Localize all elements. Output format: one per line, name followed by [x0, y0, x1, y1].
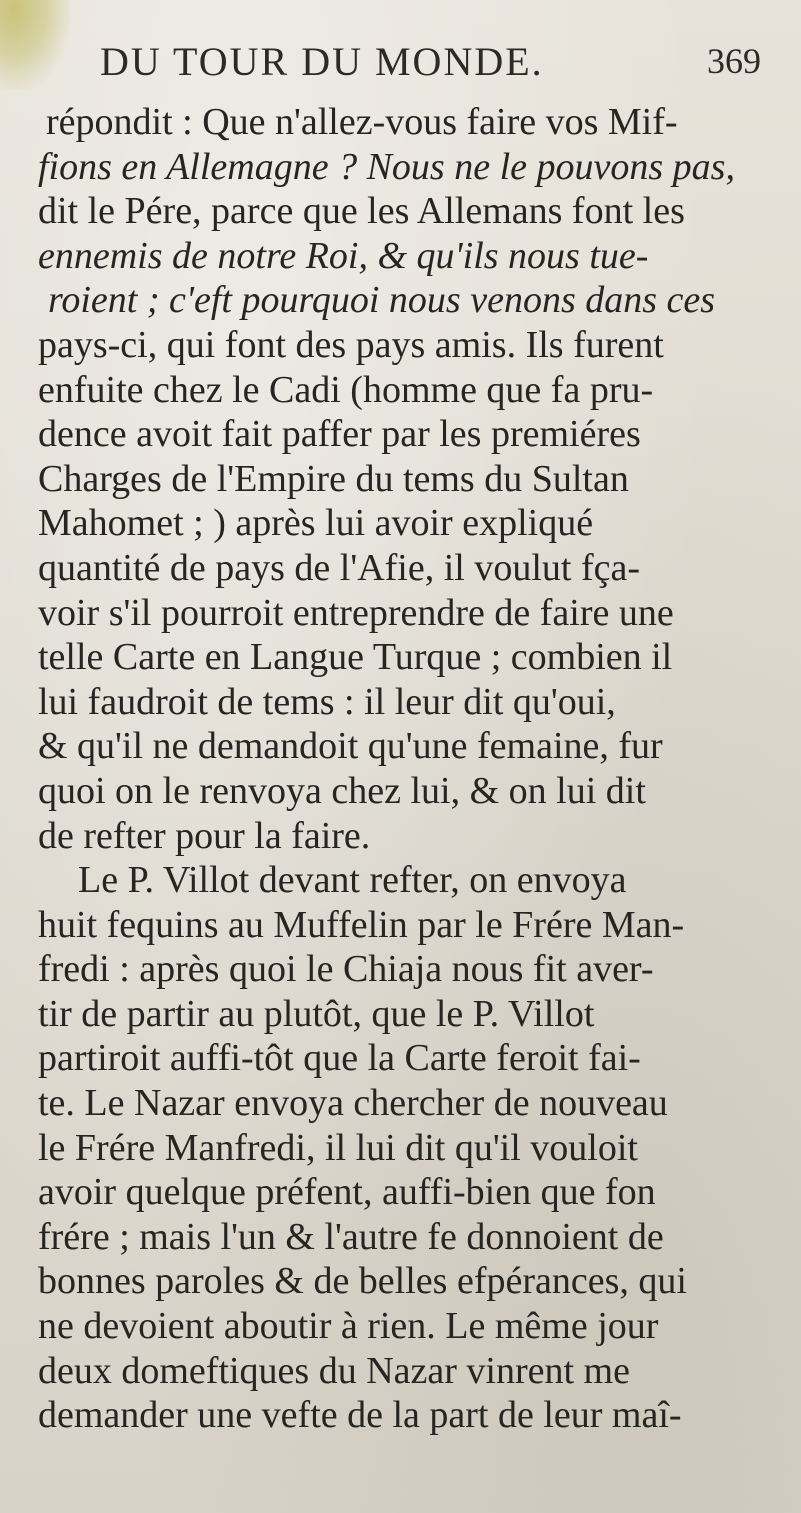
text-line: Le P. Villot devant refter, on envoya: [78, 859, 627, 902]
text-line: répondit : Que n'allez-vous faire vos Mif-: [46, 101, 678, 143]
running-title: DU TOUR DU MONDE.: [100, 39, 544, 84]
text-line: ennemis de notre Roi, & qu'ils nous tue-: [38, 234, 649, 277]
text-line: te. Le Nazar envoya chercher de nouveau: [38, 1082, 668, 1125]
text-line: quoi on le renvoya chez lui, & on lui dit: [38, 769, 646, 812]
text-line: de refter pour la faire.: [38, 814, 371, 857]
text-line: telle Carte en Langue Turque ; combien il: [38, 636, 673, 679]
text-line: tir de partir au plutôt, que le P. Villot: [38, 992, 595, 1035]
text-line: avoir quelque préfent, auffi-bien que fon: [38, 1171, 656, 1214]
text-line: & qu'il ne demandoit qu'une femaine, fur: [38, 725, 663, 768]
text-line: quantité de pays de l'Afie, il voulut fça-: [38, 546, 640, 589]
text-line: Mahomet ; ) après lui avoir expliqué: [38, 502, 594, 545]
text-line: dit le Pére, parce que les Allemans font les: [38, 190, 685, 233]
text-line: demander une vefte de la part de leur maî-: [38, 1394, 682, 1437]
text-line: huit fequins au Muffelin par le Frére Man-: [38, 903, 685, 946]
text-line: pays-ci, qui font des pays amis. Ils furent: [38, 323, 664, 366]
text-line: partiroit auffi-tôt que la Carte feroit fai-: [38, 1037, 641, 1080]
text-line: fions en Allemagne ? Nous ne le pouvons pas,: [38, 145, 735, 188]
text-line: fredi : après quoi le Chiaja nous fit aver-: [38, 948, 654, 991]
text-line: deux domeftiques du Nazar vinrent me: [38, 1349, 630, 1392]
page-header: [100, 38, 761, 88]
page-number: 369: [707, 41, 761, 81]
text-line: dence avoit fait paffer par les premiéres: [38, 413, 641, 456]
text-line: bonnes paroles & de belles efpérances, qui: [38, 1260, 687, 1303]
text-line: le Frére Manfredi, il lui dit qu'il vouloit: [38, 1126, 638, 1169]
text-line: enfuite chez le Cadi (homme que fa pru-: [38, 368, 654, 411]
text-line: frére ; mais l'un & l'autre fe donnoient de: [38, 1215, 664, 1258]
text-line: ne devoient aboutir à rien. Le même jour: [38, 1305, 659, 1348]
paper-stain: [0, 0, 70, 90]
text-line: lui faudroit de tems : il leur dit qu'oui,: [38, 680, 616, 723]
text-line: Charges de l'Empire du tems du Sultan: [38, 457, 629, 500]
text-line: voir s'il pourroit entreprendre de faire une: [38, 591, 674, 634]
text-line: roient ; c'eft pourquoi nous venons dans ces: [48, 279, 716, 322]
body-text: [38, 100, 778, 1438]
